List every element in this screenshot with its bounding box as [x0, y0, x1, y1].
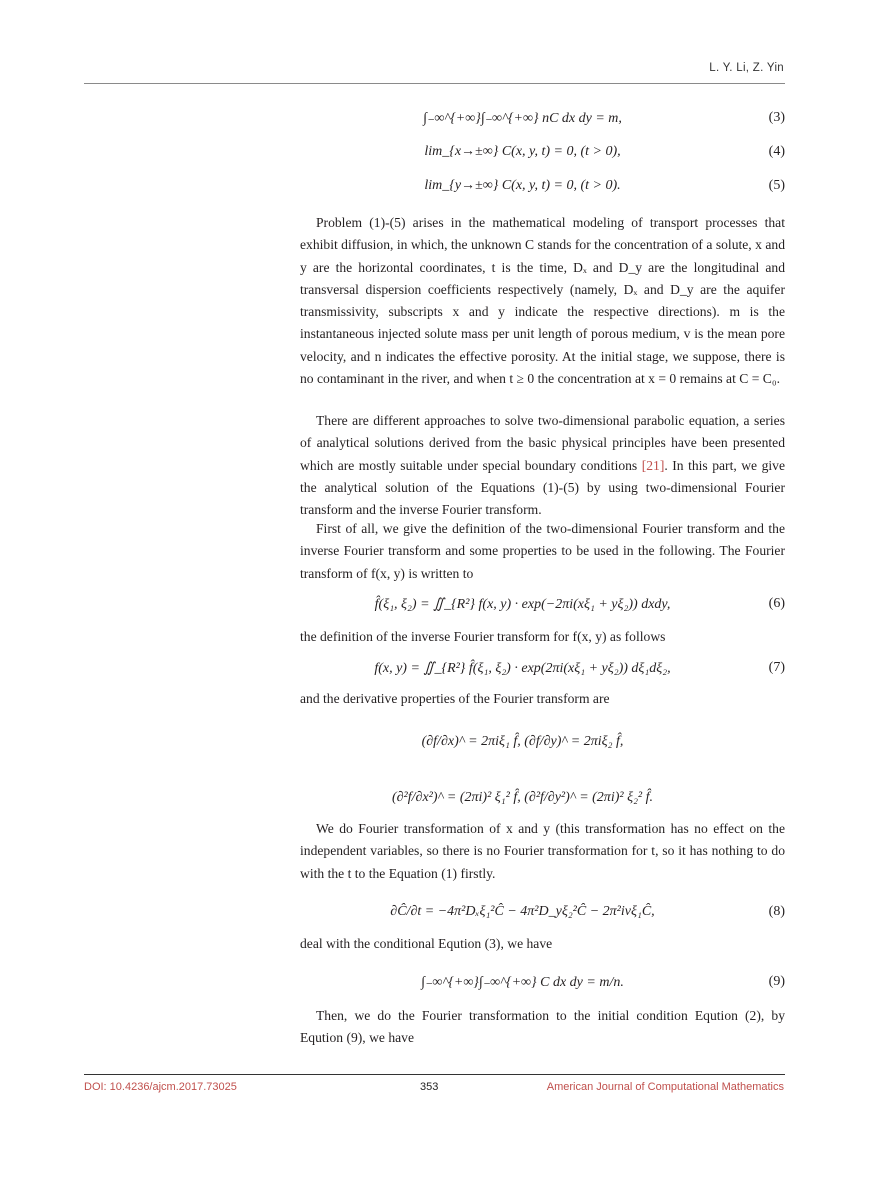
paragraph-problem-description: Problem (1)-(5) arises in the mathematical modeling of transport processes that exhibit diffusion, in which, the unknown C stands for the concentration of a solute, x and y are the horizontal coordinates, t is the time, Dₓ and D_y are the longitudinal and transversal dispersion coefficients respectively (namely, Dₓ and D_y are the aquifer transmissivity, subscripts x and y indicate the respective directions). m is the instantaneous injected solute mass per unit length of porous medium, v is the mean pore velocity, and n indicates the effective porosity. At the initial stage, we suppose, there is no contaminant in the river, and when t ≥ 0 the concentration at x = 0 remains at C = C₀.: [300, 215, 785, 387]
derivative-properties-2-body: (∂²f/∂x²)^ = (2πi)² ξ₁² f̂, (∂²f/∂y²)^ = (2πi)² ξ₂² f̂.: [391, 790, 654, 805]
equation-5: [300, 174, 785, 204]
paragraph-approaches-text-1: There are different approaches to solve two-dimensional parabolic equation, a series of analytical solutions derived from the basic physical principles have been presented which are mostly suitable under special boundary conditions: [300, 413, 785, 473]
equation-3: [300, 106, 785, 136]
equation-4-number: (4): [768, 144, 785, 159]
paragraph-conditional: deal with the conditional Eqution (3), we have: [300, 936, 553, 951]
paragraph-approaches-text-2: . In this part, we give the analytical solution of the Equations (1)-(5) by using two-dimensional Fourier transform and the inverse Fourier transform.: [300, 457, 785, 518]
paragraph-derivative-intro: and the derivative properties of the Fourier transform are: [300, 691, 610, 706]
derivative-properties-1: [300, 724, 785, 764]
equation-9: [300, 966, 785, 1006]
paragraph-fourier-step: We do Fourier transformation of x and y (this transformation has no effect on the independent variables, so there is no Fourier transformation for t, so it has nothing to do with the t to the Equation (1) firstly.: [300, 821, 785, 881]
footer-page-number: 353: [420, 1081, 439, 1093]
equation-7: [300, 656, 785, 686]
equation-6-number: (6): [768, 596, 785, 611]
paragraph-fourier-definition: First of all, we give the definition of the two-dimensional Fourier transform and the inverse Fourier transform and some properties to be used in the following. The Fourier transform of f(x, y) is written to: [300, 521, 785, 581]
equation-5-number: (5): [768, 178, 785, 193]
footer-divider: [84, 1074, 785, 1075]
equation-3-number: (3): [768, 110, 785, 125]
equation-8: [300, 894, 785, 934]
derivative-properties-2: [300, 778, 785, 822]
equation-3-body: ∫₋∞^{+∞}∫₋∞^{+∞} nC dx dy = m,: [423, 111, 622, 126]
footer-journal-link[interactable]: American Journal of Computational Mathematics: [546, 1081, 784, 1093]
equation-5-body: lim_{y→±∞} C(x, y, t) = 0, (t > 0).: [424, 178, 621, 193]
equation-6-body: f̂(ξ₁, ξ₂) = ∬_{R²} f(x, y) · exp(−2πi(xξ₁ + yξ₂)) dxdy,: [374, 597, 671, 612]
paragraph-inverse-definition: the definition of the inverse Fourier transform for f(x, y) as follows: [300, 629, 666, 644]
derivative-properties-1-body: (∂f/∂x)^ = 2πiξ₁ f̂, (∂f/∂y)^ = 2πiξ₂ f̂,: [421, 734, 624, 749]
equation-9-body: ∫₋∞^{+∞}∫₋∞^{+∞} C dx dy = m/n.: [421, 975, 624, 990]
running-header-authors: L. Y. Li, Z. Yin: [709, 62, 784, 74]
equation-8-number: (8): [768, 904, 785, 919]
equation-9-number: (9): [768, 974, 785, 989]
footer-doi-link[interactable]: DOI: 10.4236/ajcm.2017.73025: [84, 1081, 237, 1093]
equation-4-body: lim_{x→±∞} C(x, y, t) = 0, (t > 0),: [424, 144, 621, 159]
equation-4: [300, 140, 785, 170]
equation-7-body: f(x, y) = ∬_{R²} f̂(ξ₁, ξ₂) · exp(2πi(xξ₁ + yξ₂)) dξ₁dξ₂,: [374, 661, 671, 676]
paragraph-approaches: [300, 410, 785, 521]
paragraph-initial-condition: Then, we do the Fourier transformation to the initial condition Eqution (2), by Eqution (9), we have: [300, 1008, 785, 1046]
header-divider: [84, 83, 785, 84]
citation-link[interactable]: [21]: [641, 457, 665, 473]
equation-6: [300, 592, 785, 622]
equation-8-body: ∂Ĉ/∂t = −4π²Dₓξ₁²Ĉ − 4π²D_yξ₂²Ĉ − 2π²ivξ₁Ĉ,: [390, 904, 655, 919]
equation-7-number: (7): [768, 660, 785, 675]
